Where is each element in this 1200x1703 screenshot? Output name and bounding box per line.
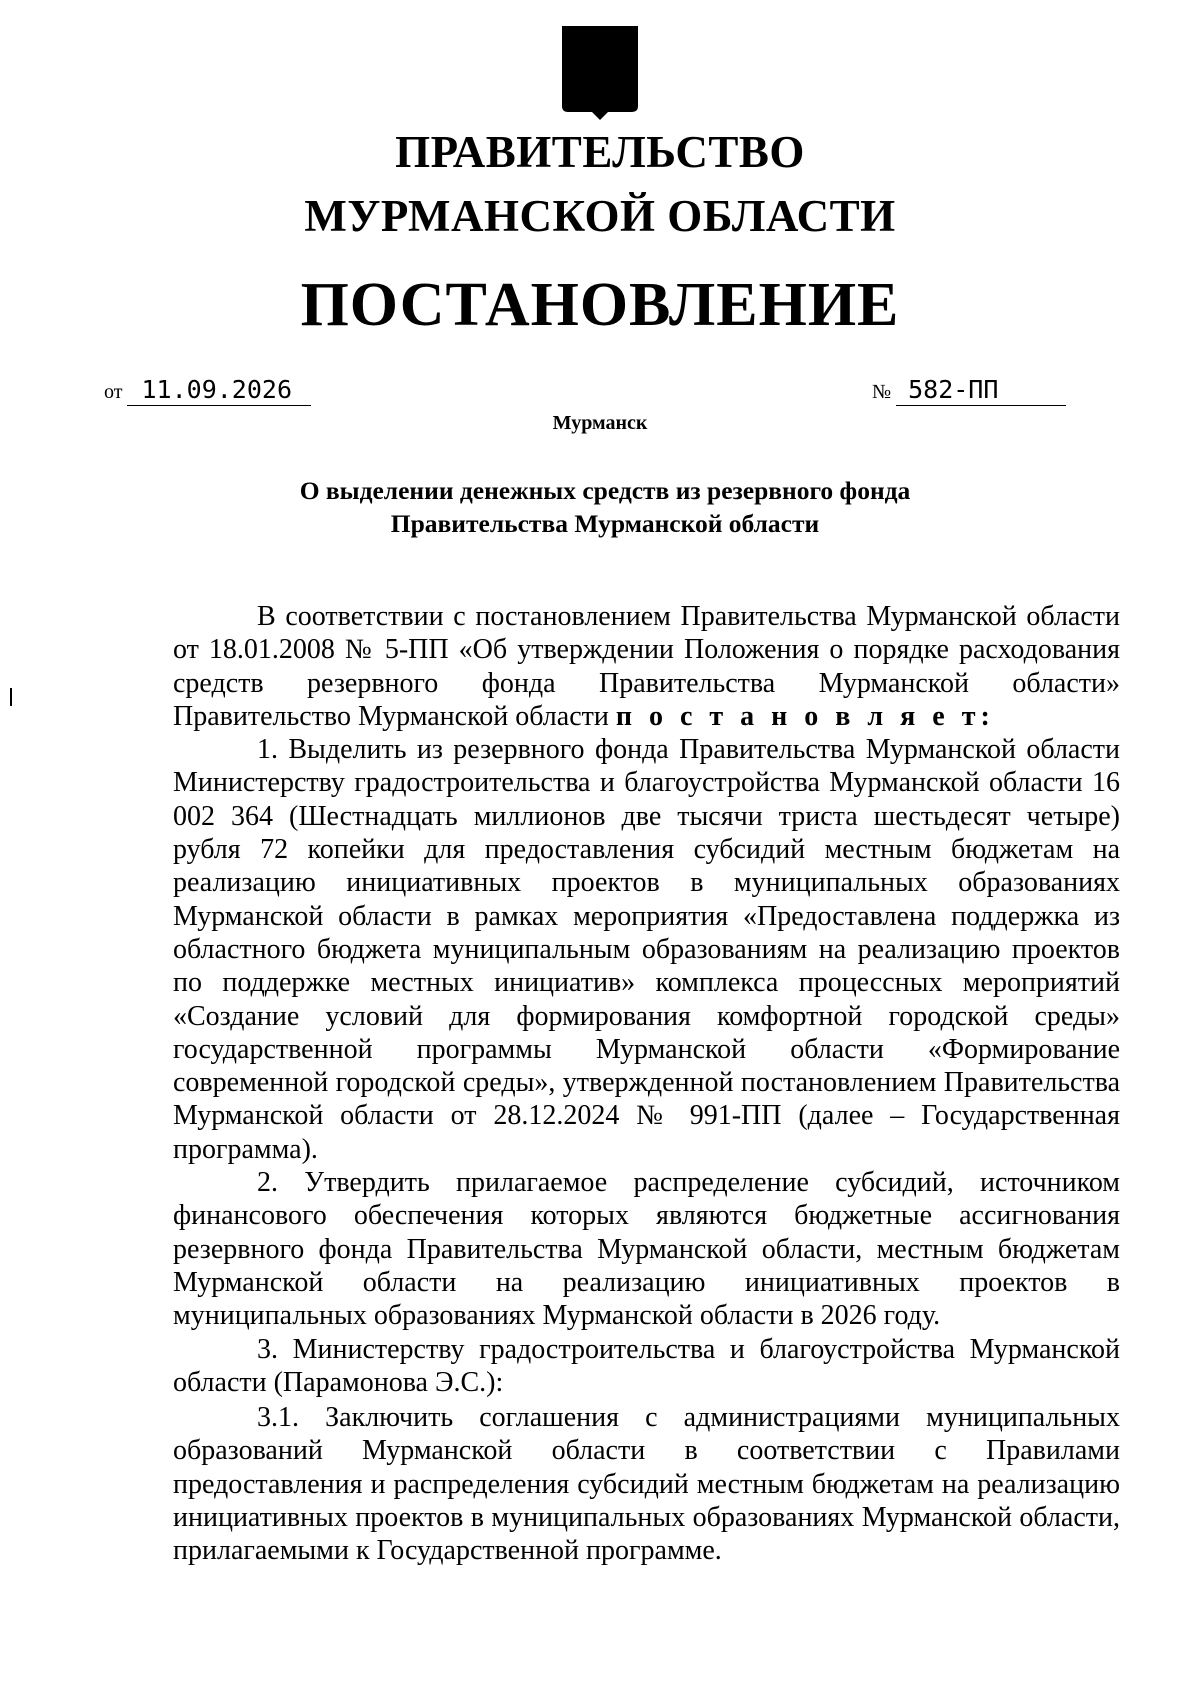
resolves-word: п о с т а н о в л я е т:: [615, 700, 995, 732]
intro-paragraph: [173, 600, 1120, 733]
document-date: 11.09.2026: [127, 375, 311, 406]
coat-of-arms-icon: [562, 26, 638, 120]
date-row: [104, 375, 311, 406]
number-row: [872, 375, 1066, 406]
title-line2: Правительства Мурманской области: [390, 509, 820, 538]
item-2: 2. Утвердить прилагаемое распределение субсидий, источником финансового обеспечения которых являются бюджетные ассигнования резервного фонда Правительства Мурманской области, местным бюджетам Мурманской области на реализацию инициативных проектов в муниципальных образованиях Мурманской области в 2026 году.: [173, 1167, 1120, 1332]
item-1: 1. Выделить из резервного фонда Правительства Мурманской области Министерству градостроительства и благоустройства Мурманской области 16 002 364 (Шестнадцать миллионов две тысячи триста шестьдесят четыре) рубля 72 копейки для предоставления субсидий местным бюджетам на реализацию инициативных проектов в муниципальных образованиях Мурманской области в рамках мероприятия «Предоставлена поддержка из областного бюджета муниципальным образованиям на реализацию проектов по поддержке местных инициатив» комплекса процессных мероприятий «Создание условий для формирования комфортной городской среды» государственной программы Мурманской области «Формирование современной городской среды», утвержденной постановлением Правительства Мурманской области от 28.12.2024 № 991-ПП (далее – Государственная программа).: [173, 734, 1120, 1165]
org-name-line1: ПРАВИТЕЛЬСТВО: [395, 127, 805, 177]
document-number: 582-ПП: [896, 375, 1066, 406]
org-name-line2: МУРМАНСКОЙ ОБЛАСТИ: [304, 191, 896, 241]
document-body: [173, 600, 1120, 1568]
item-3: 3. Министерству градостроительства и благоустройства Мурманской области (Парамонова Э.С.):: [173, 1333, 1120, 1398]
intro-text: В соответствии с постановлением Правительства Мурманской области от 18.01.2008 № 5-ПП «Об утверждении Положения о порядке расходования средств резервного фонда Правительства Мурманской области» Правительство Мурманской области: [173, 601, 1120, 732]
city: Мурманск: [552, 412, 648, 434]
margin-mark: [10, 688, 12, 706]
item-3-1: 3.1. Заключить соглашения с администрациями муниципальных образований Мурманской области в соответствии с Правилами предоставления и распределения субсидий местным бюджетам на реализацию инициативных проектов в муниципальных образованиях Мурманской области, прилагаемыми к Государственной программе.: [173, 1402, 1120, 1567]
document-type: ПОСТАНОВЛЕНИЕ: [300, 271, 900, 339]
date-prefix: от: [104, 381, 123, 403]
document-title: [170, 474, 1040, 540]
number-prefix: №: [872, 381, 892, 403]
title-line1: О выделении денежных средств из резервного фонда: [299, 476, 911, 505]
